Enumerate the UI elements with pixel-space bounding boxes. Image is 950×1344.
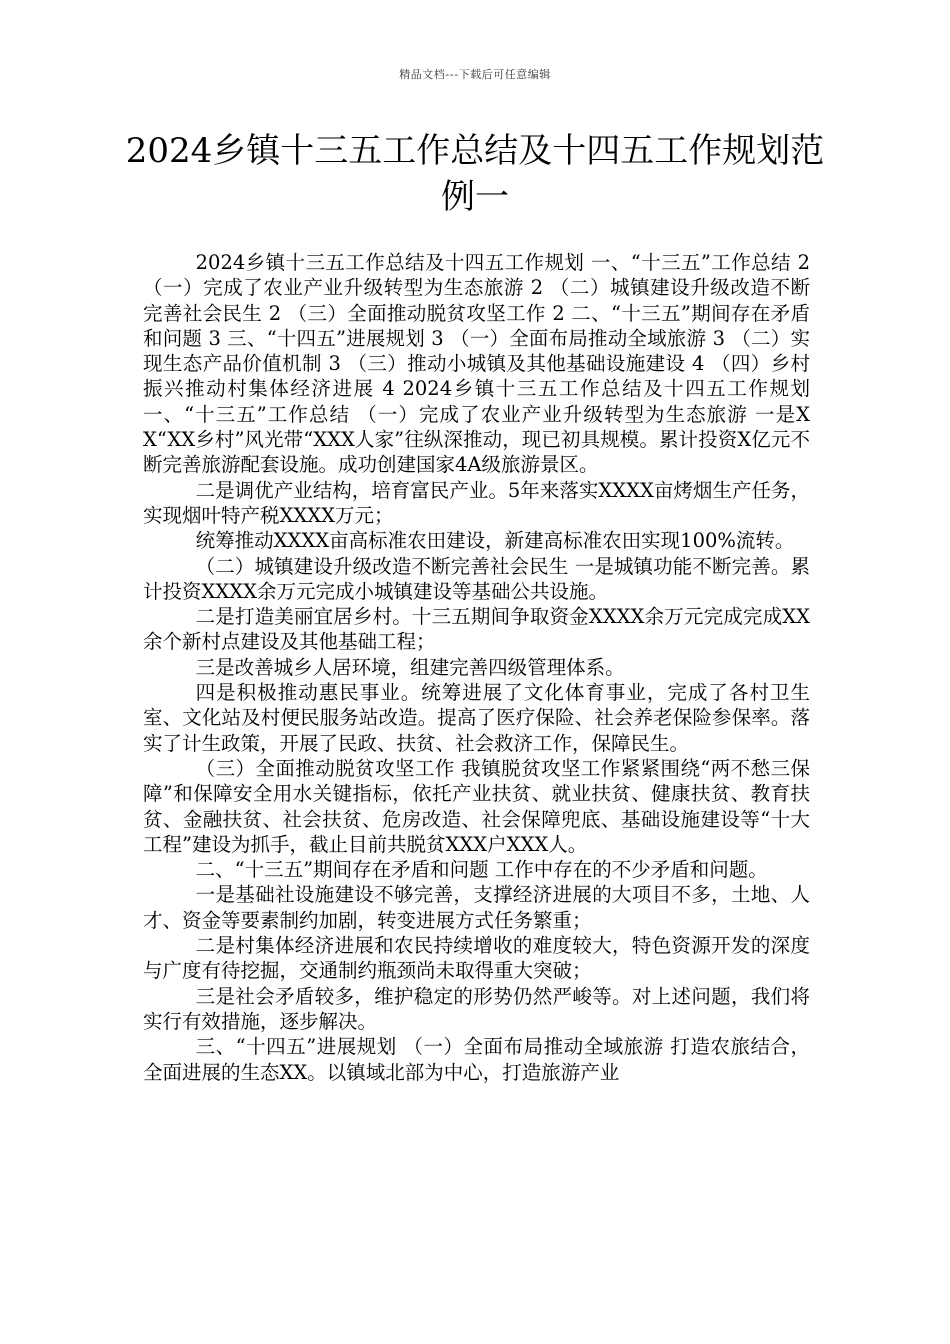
paragraph: 二是打造美丽宜居乡村。十三五期间争取资金XXXX余万元完成完成XX余个新村点建设及其他基础工程；: [143, 605, 810, 654]
paragraph: 统筹推动XXXX亩高标准农田建设，新建高标准农田实现100%流转。: [195, 529, 795, 553]
document-body: [143, 250, 810, 1085]
paragraph: 二、“十三五”期间存在矛盾和问题 工作中存在的不少矛盾和问题。: [195, 858, 768, 882]
paragraph: 三是改善城乡人居环境，组建完善四级管理体系。: [195, 655, 625, 679]
header-note: 精品文档---下载后可任意编辑: [399, 68, 551, 81]
paragraph: 四是积极推动惠民事业。统筹进展了文化体育事业，完成了各村卫生室、文化站及村便民服务站改造。提高了医疗保险、社会养老保险参保率。落实了计生政策，开展了民政、扶贫、社会救济工作，保障民生。: [143, 681, 810, 755]
paragraph: 二是调优产业结构，培育富民产业。5年来落实XXXX亩烤烟生产任务，实现烟叶特产税XXXX万元；: [143, 478, 810, 527]
paragraph: （三）全面推动脱贫攻坚工作 我镇脱贫攻坚工作紧紧围绕“两不愁三保障”和保障安全用水关键指标，依托产业扶贫、就业扶贫、健康扶贫、教育扶贫、金融扶贫、社会扶贫、危房改造、社会保障兜底、基础设施建设等“十大工程”建设为抓手，截止目前共脱贫XXX户XXX人。: [143, 756, 810, 856]
paragraph: 一是基础社设施建设不够完善，支撑经济进展的大项目不多，土地、人才、资金等要素制约加剧，转变进展方式任务繁重；: [143, 883, 810, 932]
paragraph: （二）城镇建设升级改造不断完善社会民生 一是城镇功能不断完善。累计投资XXXX余万元完成小城镇建设等基础公共设施。: [143, 554, 810, 603]
paragraph: 二是村集体经济进展和农民持续增收的难度较大，特色资源开发的深度与广度有待挖掘，交通制约瓶颈尚未取得重大突破；: [143, 934, 810, 983]
paragraph: 2024乡镇十三五工作总结及十四五工作规划 一、“十三五”工作总结 2 （一）完成了农业产业升级转型为生态旅游 2 （二）城镇建设升级改造不断完善社会民生 2 （三）全面推动脱贫攻坚工作 2 二、“十三五”期间存在矛盾和问题 3 三、“十四五”进展规划 3 （一）全面布局推动全域旅游 3 （二）实现生态产品价值机制 3 （三）推动小城镇及其他基础设施建设 4 （四）乡村振兴推动村集体经济进展 4 2024乡镇十三五工作总结及十四五工作规划 一、“十三五”工作总结 （一）完成了农业产业升级转型为生态旅游 一是XX“XX乡村”风光带“XXX人家”往纵深推动，现已初具规模。累计投资X亿元不断完善旅游配套设施。成功创建国家4A级旅游景区。: [143, 251, 810, 477]
document-title: 2024乡镇十三五工作总结及十四五工作规划范例一: [125, 131, 825, 217]
paragraph: 三、“十四五”进展规划 （一）全面布局推动全域旅游 打造农旅结合，全面进展的生态XX。以镇域北部为中心，打造旅游产业: [143, 1035, 810, 1084]
paragraph: 三是社会矛盾较多，维护稳定的形势仍然严峻等。对上述问题，我们将实行有效措施，逐步解决。: [143, 984, 810, 1033]
